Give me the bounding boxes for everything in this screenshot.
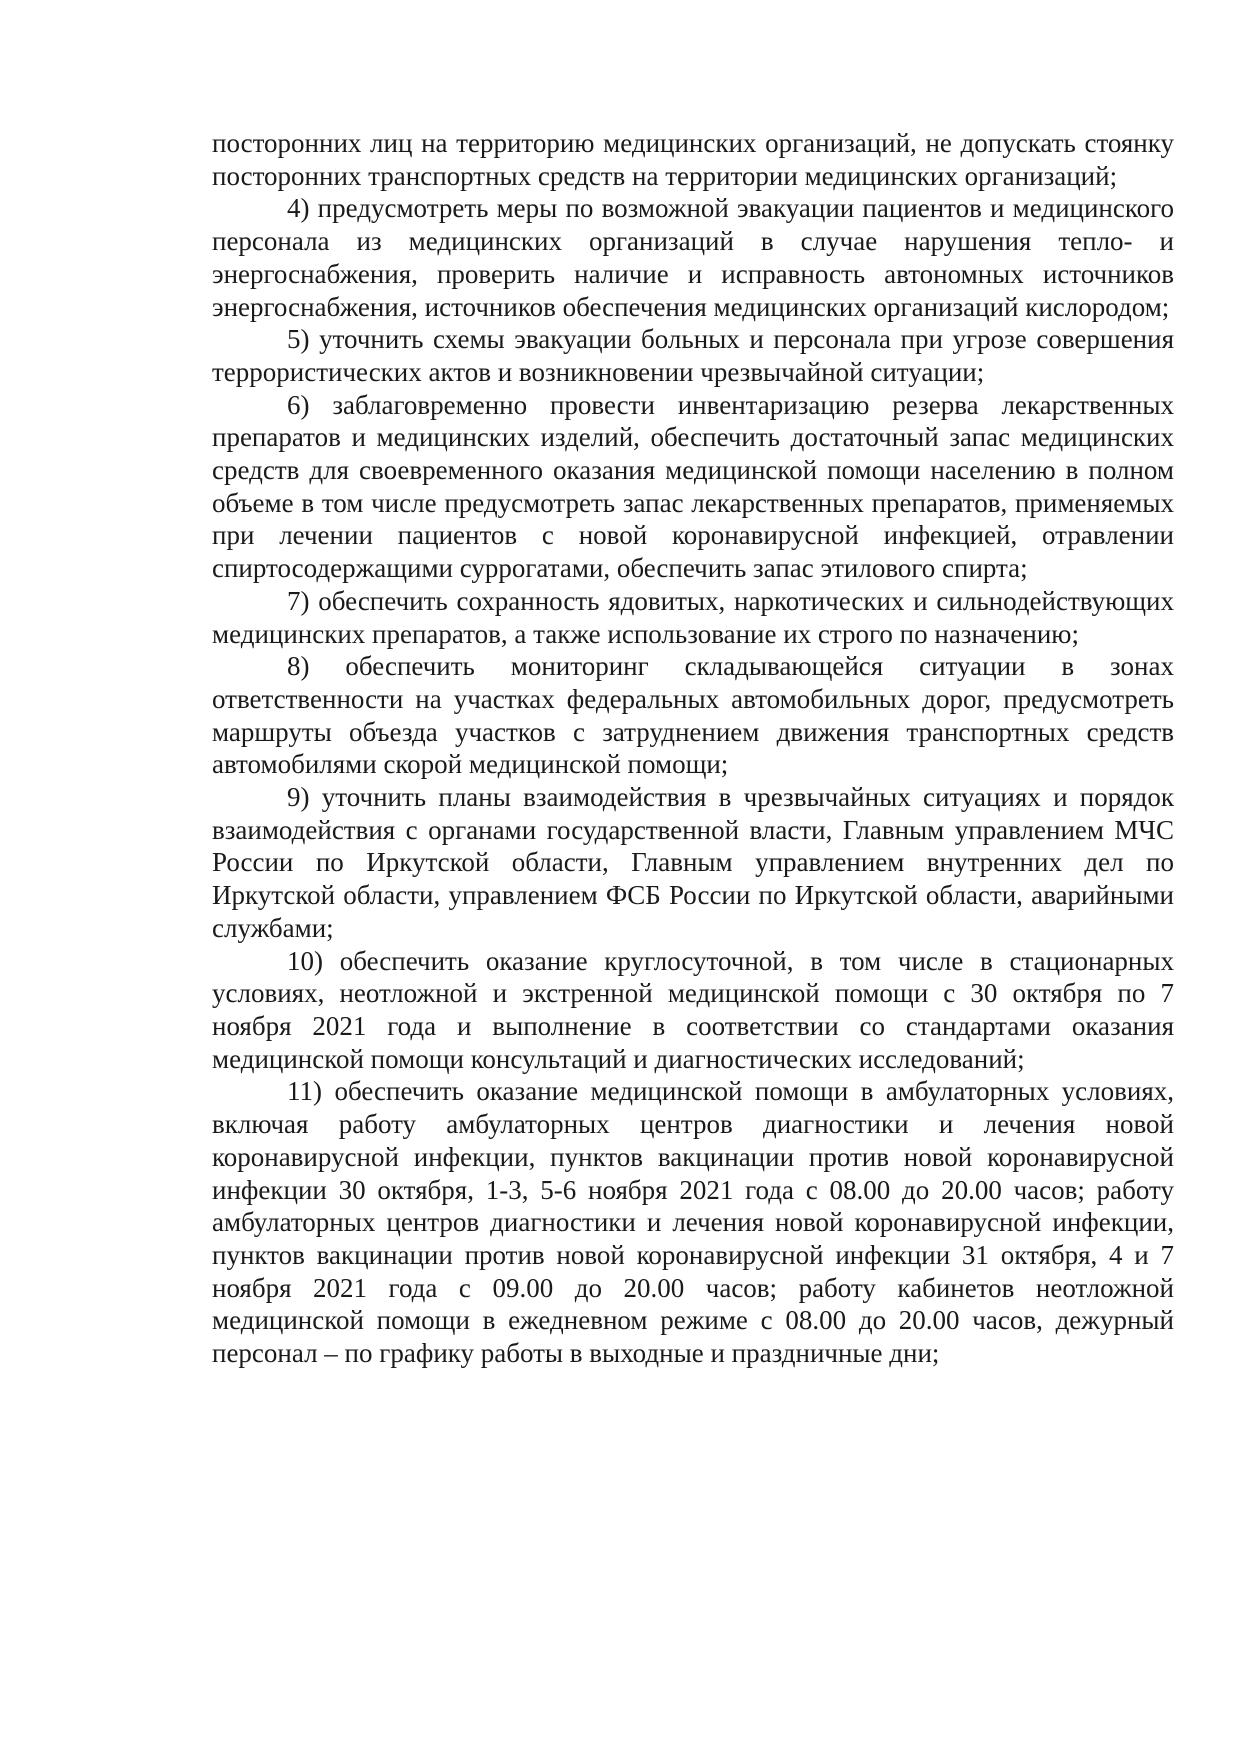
paragraph-text: уточнить планы взаимодействия в чрезвычайных ситуациях и порядок взаимодействия с органами государственной власти, Главным управлением МЧС России по Иркутской области, Главным управлением внутренних дел по Иркутской области, управлением ФСБ России по Иркутской области, аварийными службами; bbox=[212, 782, 1175, 943]
list-item-5 bbox=[212, 323, 1174, 388]
item-number: 7) bbox=[287, 585, 310, 616]
paragraph-text: обеспечить оказание круглосуточной, в том числе в стационарных условиях, неотложной и экстренной медицинской помощи с 30 октября по 7 ноября 2021 года и выполнение в соответствии со стандартами оказания медицинской помощи консультаций и диагностических исследований; bbox=[212, 945, 1175, 1074]
item-number: 10) bbox=[287, 945, 323, 976]
paragraph-text: заблаговременно провести инвентаризацию резерва лекарственных препаратов и медицинских изделий, обеспечить достаточный запас медицинских средств для своевременного оказания медицинской помощи населению в полном объеме в том числе предусмотреть запас лекарственных препаратов, применяемых при лечении пациентов с новой коронавирусной инфекцией, отравлении спиртосодержащими суррогатами, обеспечить запас этилового спирта; bbox=[212, 389, 1174, 584]
list-item-6 bbox=[212, 389, 1174, 585]
item-number: 6) bbox=[287, 389, 310, 420]
paragraph-text: обеспечить мониторинг складывающейся ситуации в зонах ответственности на участках федеральных автомобильных дорог, предусмотреть маршруты объезда участков с затруднением движения транспортных средств автомобилями скорой медицинской помощи; bbox=[212, 651, 1174, 780]
paragraph-text: обеспечить оказание медицинской помощи в амбулаторных условиях, включая работу амбулаторных центров диагностики и лечения новой коронавирусной инфекции, пунктов вакцинации против новой коронавирусной инфекции 30 октября, 1-3, 5-6 ноября 2021 года с 08.00 до 20.00 часов; работу амбулаторных центров диагностики и лечения новой коронавирусной инфекции, пунктов вакцинации против новой коронавирусной инфекции 31 октября, 4 и 7 ноября 2021 года с 09.00 до 20.00 часов; работу кабинетов неотложной медицинской помощи в ежедневном режиме с 08.00 до 20.00 часов, дежурный персонал – по графику работы в выходные и праздничные дни; bbox=[212, 1076, 1175, 1369]
list-item-10 bbox=[212, 945, 1174, 1076]
list-item-9 bbox=[212, 781, 1174, 945]
item-number: 9) bbox=[287, 782, 310, 813]
paragraph-text: посторонних лиц на территорию медицинских организаций, не допускать стоянку посторонних транспортных средств на территории медицинских организаций; bbox=[212, 128, 1174, 191]
paragraph-text: обеспечить сохранность ядовитых, наркотических и сильнодействующих медицинских препаратов, а также использование их строго по назначению; bbox=[212, 585, 1174, 649]
item-number: 4) bbox=[287, 193, 310, 224]
list-item-8 bbox=[212, 650, 1174, 781]
list-item-7 bbox=[212, 585, 1174, 650]
item-number: 11) bbox=[287, 1076, 322, 1107]
paragraph-text: предусмотреть меры по возможной эвакуации пациентов и медицинского персонала из медицинских организаций в случае нарушения тепло- и энергоснабжения, проверить наличие и исправность автономных источников энергоснабжения, источников обеспечения медицинских организаций кислородом; bbox=[212, 193, 1174, 322]
item-number: 5) bbox=[287, 324, 310, 355]
document-body bbox=[212, 127, 1174, 1370]
paragraph-text: уточнить схемы эвакуации больных и персонала при угрозе совершения террористических актов и возникновении чрезвычайной ситуации; bbox=[212, 324, 1175, 387]
list-item-4 bbox=[212, 192, 1174, 323]
list-item-11 bbox=[212, 1075, 1174, 1369]
item-number: 8) bbox=[287, 651, 310, 682]
paragraph-continuation bbox=[212, 127, 1174, 192]
